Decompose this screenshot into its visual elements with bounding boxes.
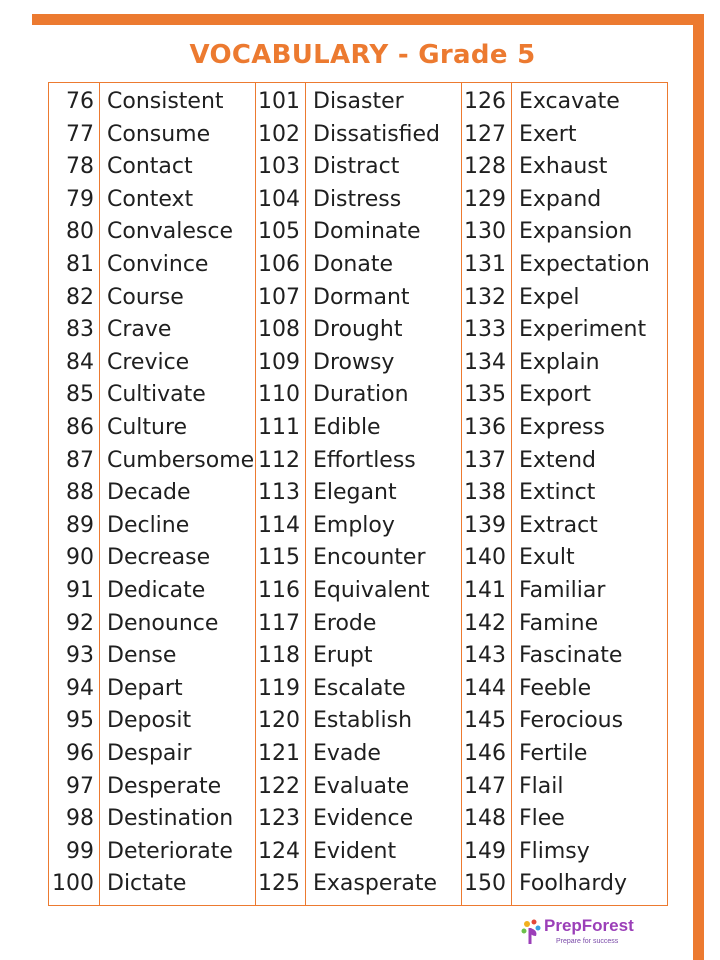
entry-word: Foolhardy xyxy=(519,871,627,897)
entry-word: Evaluate xyxy=(313,773,410,799)
entry-number: 91 xyxy=(66,578,94,603)
entry-word: Consume xyxy=(107,121,211,147)
entry-number: 114 xyxy=(258,512,300,538)
entry-word: Edible xyxy=(313,415,381,440)
entry-word: Destination xyxy=(107,806,234,832)
entry-number: 119 xyxy=(258,675,300,701)
vocab-entry xyxy=(49,509,255,542)
entry-number: 138 xyxy=(464,480,506,506)
entry-number: 105 xyxy=(258,219,300,245)
entry-word: Erode xyxy=(313,610,377,636)
vocab-entry xyxy=(49,378,255,411)
entry-word: Flee xyxy=(519,806,565,832)
vocab-entry xyxy=(461,476,667,509)
vocab-entry xyxy=(255,737,461,770)
entry-word: Exhaust xyxy=(519,154,608,180)
entry-number: 127 xyxy=(464,121,506,147)
vocab-entry xyxy=(255,215,461,248)
vocab-entry xyxy=(461,215,667,248)
entry-number: 90 xyxy=(66,545,94,571)
entry-number: 147 xyxy=(464,773,506,799)
entry-number: 102 xyxy=(258,121,300,147)
entry-number: 99 xyxy=(66,838,94,864)
entry-word: Expansion xyxy=(519,219,633,245)
entry-word: Contact xyxy=(107,154,193,180)
entry-number: 113 xyxy=(258,480,300,506)
entry-word: Despair xyxy=(107,741,192,766)
entry-number: 129 xyxy=(464,186,506,212)
vocab-entry xyxy=(49,704,255,737)
entry-number: 110 xyxy=(258,382,300,408)
entry-word: Decade xyxy=(107,480,191,506)
entry-number: 117 xyxy=(258,610,300,636)
vocab-entry xyxy=(255,867,461,900)
entry-number: 107 xyxy=(258,284,300,310)
entry-word: Equivalent xyxy=(313,578,430,603)
entry-number: 136 xyxy=(464,415,506,440)
entry-number: 132 xyxy=(464,284,506,310)
entry-number: 128 xyxy=(464,154,506,180)
entry-word: Encounter xyxy=(313,545,426,571)
entry-word: Erupt xyxy=(313,643,373,669)
vocab-entry xyxy=(461,574,667,607)
entry-number: 89 xyxy=(66,512,94,538)
entry-word: Disaster xyxy=(313,89,404,114)
vocab-entry xyxy=(49,248,255,281)
vocab-entry xyxy=(255,411,461,444)
vocab-entry xyxy=(49,574,255,607)
vocab-entry xyxy=(255,281,461,314)
vocab-entry xyxy=(461,802,667,835)
entry-word: Famine xyxy=(519,610,599,636)
vocab-entry xyxy=(49,835,255,868)
entry-number: 104 xyxy=(258,186,300,212)
vocab-entry xyxy=(49,476,255,509)
vocab-entry xyxy=(49,802,255,835)
entry-word: Consistent xyxy=(107,89,224,114)
vocab-entry xyxy=(255,248,461,281)
vocab-entry xyxy=(255,607,461,640)
entry-word: Distract xyxy=(313,154,400,180)
entry-number: 115 xyxy=(258,545,300,571)
entry-number: 106 xyxy=(258,252,300,277)
vocab-entry xyxy=(461,183,667,216)
entry-word: Dense xyxy=(107,643,177,669)
entry-number: 142 xyxy=(464,610,506,636)
entry-number: 87 xyxy=(66,447,94,473)
vocab-entry xyxy=(461,411,667,444)
entry-word: Export xyxy=(519,382,592,408)
entry-word: Elegant xyxy=(313,480,397,506)
entry-word: Distress xyxy=(313,186,402,212)
vocab-entry xyxy=(461,85,667,118)
entry-number: 92 xyxy=(66,610,94,636)
vocab-entry xyxy=(49,639,255,672)
vocab-entry xyxy=(255,476,461,509)
entry-word: Familiar xyxy=(519,578,606,603)
vocab-entry xyxy=(255,770,461,803)
vocab-entry xyxy=(255,704,461,737)
entry-number: 131 xyxy=(464,252,506,277)
vocab-entry xyxy=(461,118,667,151)
entry-number: 98 xyxy=(66,806,94,832)
entry-word: Duration xyxy=(313,382,409,408)
vocab-entry xyxy=(49,770,255,803)
entry-number: 123 xyxy=(258,806,300,832)
entry-number: 96 xyxy=(66,741,94,766)
vocab-entry xyxy=(49,313,255,346)
entry-number: 116 xyxy=(258,578,300,603)
vocab-entry xyxy=(461,444,667,477)
entry-word: Dictate xyxy=(107,871,187,897)
entry-number: 81 xyxy=(66,252,94,277)
entry-word: Dormant xyxy=(313,284,410,310)
entry-number: 111 xyxy=(258,415,300,440)
entry-word: Explain xyxy=(519,349,600,375)
entry-number: 101 xyxy=(258,89,300,114)
entry-word: Dedicate xyxy=(107,578,206,603)
vocab-entry xyxy=(255,346,461,379)
vocab-entry xyxy=(461,607,667,640)
entry-number: 149 xyxy=(464,838,506,864)
entry-word: Exert xyxy=(519,121,577,147)
entry-number: 133 xyxy=(464,317,506,343)
entry-number: 84 xyxy=(66,349,94,375)
entry-number: 88 xyxy=(66,480,94,506)
entry-number: 93 xyxy=(66,643,94,669)
page-title: VOCABULARY - Grade 5 xyxy=(189,40,536,70)
entry-word: Experiment xyxy=(519,317,647,343)
entry-word: Feeble xyxy=(519,675,592,701)
vocab-entry xyxy=(255,835,461,868)
vocab-entry xyxy=(49,150,255,183)
entry-number: 137 xyxy=(464,447,506,473)
vocab-entry xyxy=(461,378,667,411)
vocab-entry xyxy=(49,737,255,770)
vocab-entry xyxy=(49,281,255,314)
entry-number: 79 xyxy=(66,186,94,212)
entry-number: 141 xyxy=(464,578,506,603)
vocab-entry xyxy=(461,248,667,281)
vocab-entry xyxy=(461,509,667,542)
entry-number: 150 xyxy=(464,871,506,897)
vocab-entry xyxy=(461,150,667,183)
vocab-entry xyxy=(461,672,667,705)
entry-word: Cumbersome xyxy=(107,447,255,473)
vocab-entry xyxy=(461,541,667,574)
vocab-entry xyxy=(49,672,255,705)
entry-number: 130 xyxy=(464,219,506,245)
entry-number: 103 xyxy=(258,154,300,180)
vocab-entry xyxy=(49,183,255,216)
entry-number: 146 xyxy=(464,741,506,766)
vocab-entry xyxy=(49,411,255,444)
vocab-entry xyxy=(49,215,255,248)
vocab-entry xyxy=(49,607,255,640)
vocab-entry xyxy=(255,313,461,346)
entry-number: 83 xyxy=(66,317,94,343)
vocab-entry xyxy=(461,639,667,672)
entry-number: 100 xyxy=(52,871,94,897)
entry-word: Escalate xyxy=(313,675,406,701)
entry-number: 86 xyxy=(66,415,94,440)
entry-word: Fertile xyxy=(519,741,588,766)
entry-number: 148 xyxy=(464,806,506,832)
vocab-entry xyxy=(255,378,461,411)
entry-word: Dominate xyxy=(313,219,421,245)
vocab-entry xyxy=(461,704,667,737)
entry-number: 145 xyxy=(464,708,506,734)
entry-word: Extinct xyxy=(519,480,596,506)
entry-number: 134 xyxy=(464,349,506,375)
vocab-entry xyxy=(255,118,461,151)
entry-word: Donate xyxy=(313,252,393,277)
vocab-entry xyxy=(255,541,461,574)
entry-word: Decrease xyxy=(107,545,211,571)
vocab-entry xyxy=(461,770,667,803)
entry-word: Establish xyxy=(313,708,413,734)
entry-number: 122 xyxy=(258,773,300,799)
entry-number: 78 xyxy=(66,154,94,180)
entry-number: 124 xyxy=(258,838,300,864)
vocab-entry xyxy=(49,541,255,574)
entry-word: Dissatisfied xyxy=(313,121,441,147)
entry-number: 139 xyxy=(464,512,506,538)
entry-number: 95 xyxy=(66,708,94,734)
entry-number: 126 xyxy=(464,89,506,114)
entry-number: 121 xyxy=(258,741,300,766)
entry-word: Denounce xyxy=(107,610,219,636)
vocab-entry xyxy=(461,281,667,314)
vocab-entry xyxy=(255,639,461,672)
vocab-entry xyxy=(255,183,461,216)
entry-number: 94 xyxy=(66,675,94,701)
entry-number: 112 xyxy=(258,447,300,473)
vocabulary-table xyxy=(48,82,668,906)
entry-number: 118 xyxy=(258,643,300,669)
entry-number: 80 xyxy=(66,219,94,245)
entry-word: Flimsy xyxy=(519,838,590,864)
leaf-icon xyxy=(518,916,544,946)
entry-number: 143 xyxy=(464,643,506,669)
entry-number: 82 xyxy=(66,284,94,310)
entry-word: Expel xyxy=(519,284,580,310)
entry-word: Expectation xyxy=(519,252,650,277)
entry-word: Culture xyxy=(107,415,188,440)
vocab-entry xyxy=(255,85,461,118)
entry-word: Desperate xyxy=(107,773,222,799)
vocab-entry xyxy=(461,346,667,379)
vocab-entry xyxy=(255,150,461,183)
vocab-entry xyxy=(49,444,255,477)
entry-word: Effortless xyxy=(313,447,416,473)
vocab-entry xyxy=(461,313,667,346)
logo-name: PrepForest xyxy=(544,916,634,935)
entry-word: Decline xyxy=(107,512,190,538)
entry-word: Extend xyxy=(519,447,596,473)
entry-word: Extract xyxy=(519,512,598,538)
entry-word: Evidence xyxy=(313,806,414,832)
entry-number: 108 xyxy=(258,317,300,343)
entry-word: Employ xyxy=(313,512,395,538)
vocab-entry xyxy=(255,802,461,835)
entry-word: Deteriorate xyxy=(107,838,233,864)
entry-word: Cultivate xyxy=(107,382,206,408)
entry-word: Course xyxy=(107,284,184,310)
entry-number: 135 xyxy=(464,382,506,408)
vocab-entry xyxy=(255,672,461,705)
entry-word: Expand xyxy=(519,186,602,212)
vocab-entry xyxy=(255,574,461,607)
entry-word: Convalesce xyxy=(107,219,234,245)
vocab-entry xyxy=(255,444,461,477)
entry-word: Fascinate xyxy=(519,643,623,669)
vocab-entry xyxy=(49,118,255,151)
entry-word: Crevice xyxy=(107,349,190,375)
vocab-entry xyxy=(49,346,255,379)
vocab-entry xyxy=(461,737,667,770)
entry-word: Drowsy xyxy=(313,349,395,375)
entry-word: Exasperate xyxy=(313,871,438,897)
entry-word: Excavate xyxy=(519,89,620,114)
entry-word: Context xyxy=(107,186,194,212)
entry-number: 109 xyxy=(258,349,300,375)
entry-number: 144 xyxy=(464,675,506,701)
vocab-entry xyxy=(255,509,461,542)
entry-word: Exult xyxy=(519,545,575,571)
vocab-entry xyxy=(49,867,255,900)
vocab-entry xyxy=(461,867,667,900)
entry-word: Drought xyxy=(313,317,403,343)
frame-right-border xyxy=(693,14,704,960)
entry-number: 140 xyxy=(464,545,506,571)
entry-word: Depart xyxy=(107,675,183,701)
entry-word: Crave xyxy=(107,317,172,343)
entry-number: 125 xyxy=(258,871,300,897)
entry-number: 76 xyxy=(66,89,94,114)
entry-word: Express xyxy=(519,415,605,440)
frame-top-border xyxy=(32,14,704,25)
entry-number: 120 xyxy=(258,708,300,734)
entry-word: Flail xyxy=(519,773,564,799)
entry-word: Convince xyxy=(107,252,209,277)
entry-number: 97 xyxy=(66,773,94,799)
entry-word: Evident xyxy=(313,838,397,864)
logo-tagline: Prepare for success xyxy=(556,938,619,945)
entry-word: Evade xyxy=(313,741,381,766)
vocab-entry xyxy=(49,85,255,118)
prepforest-logo xyxy=(518,912,678,952)
vocab-entry xyxy=(461,835,667,868)
entry-word: Ferocious xyxy=(519,708,624,734)
entry-number: 77 xyxy=(66,121,94,147)
entry-word: Deposit xyxy=(107,708,192,734)
entry-number: 85 xyxy=(66,382,94,408)
